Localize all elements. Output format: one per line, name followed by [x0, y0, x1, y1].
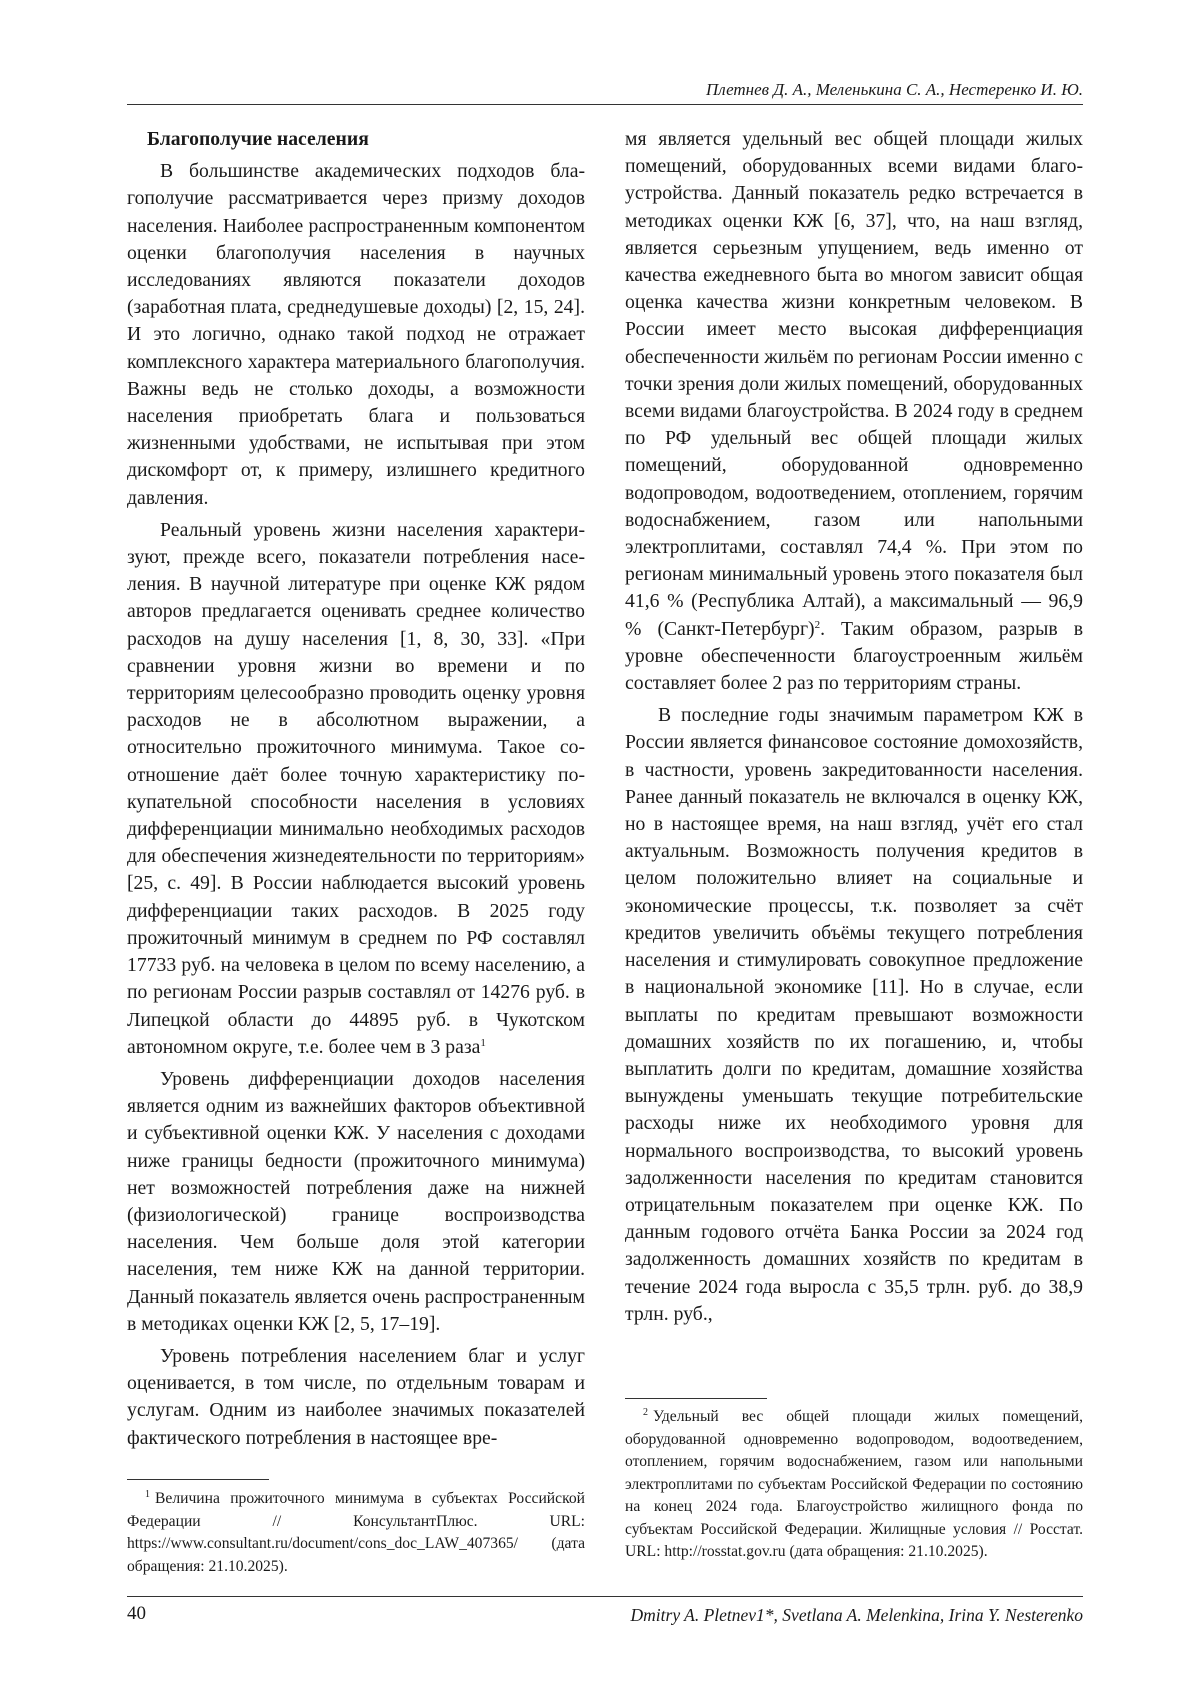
- paragraph-text: . Таким образом, разрыв в уровне обеспеченности благоустроенным жильём составляет более 2 раз по территориям страны.: [625, 617, 1083, 695]
- footnote-text: Удельный вес общей площади жилых помещений, оборудованной одновременно водопроводом, водоотведением, отоплением, горячим водоснабжением, газом или напольными электроплитами по субъектам Российской Федерации по состоянию на конец 2024 года. Благоустройство жилищного фонда по субъектам Российской Федерации. Жилищные условия // Росстат. URL: http://rosstat.gov.ru (дата обращения: 21.10.2025).: [625, 1408, 1083, 1560]
- footer-rule: [127, 1596, 1083, 1597]
- section-heading: Благополучие населения: [147, 128, 369, 150]
- paragraph-text: Уровень дифференциации доходов населения является одним из важнейших факторов объективной и субъективной оценки КЖ. У населения с доходами ниже границы бедности (прожиточного минимума) нет возможностей потребления даже на нижней (физиологической) границе воспроизводства населения. Чем больше доля этой категории населения, тем ниже КЖ на данной территории. Данный показатель является очень распространенным в методиках оценки КЖ [2, 5, 17–19].: [127, 1067, 585, 1335]
- footnote-2: [625, 1406, 1083, 1564]
- right-column: [625, 126, 1083, 1328]
- paragraph-text: В большинстве академических подходов благополучие рассматривается через призму доходов населения. Наиболее распространенным компонентом оценки благополучия населения в научных исследованиях являются показатели доходов (заработная плата, среднедушевые доходы) [2, 15, 24]. И это логично, однако такой подход не отражает комплексного характера материального благополучия. Важны ведь не столько доходы, а возможности населения приобретать блага и пользоваться жизненными удобствами, не испытывая при этом дискомфорт от, к примеру, излишнего кредитного давления.: [127, 160, 585, 509]
- footnote-number: 2: [643, 1407, 648, 1418]
- paragraph: [127, 158, 585, 512]
- paragraph-text: Уровень потребления населением благ и услуг оценивается, в том числе, по отдельным товарам и услугам. Одним из наиболее значимых показателей фактического потребления в настоящее вре-: [127, 1344, 585, 1449]
- paragraph-text: Реальный уровень жизни населения характеризуют, прежде всего, показатели потребления населения. В научной литературе при оценке КЖ рядом авторов предлагается оценивать среднее количество расходов на душу населения [1, 8, 30, 33]. «При сравнении уровня жизни во времени и по территориям целесообразно проводить оценку уровня расходов не в абсолютном выражении, а относительно прожиточного минимума. Такое соотношение даёт более точную характеристику покупательной способности населения в условиях дифференциации минимально необходимых расходов для обеспечения жизнедеятельности по территориям» [25, с. 49]. В России наблюдается высокий уровень дифференциации таких расходов. В 2025 году прожиточный минимум в среднем по РФ составлял 17733 руб. на человека в целом по всему населению, а по регионам России разрыв составлял от 14276 руб. в Липецкой области до 44895 руб. в Чукотском автономном округе, т.е. более чем в 3 раза: [127, 518, 585, 1058]
- footer-authors: Dmitry A. Pletnev1*, Svetlana A. Melenkina, Irina Y. Nesterenko: [630, 1605, 1083, 1625]
- paragraph-text: мя является удельный вес общей площади жилых помещений, оборудованных всеми видами благоустройства. Данный показатель редко встречается в методиках оценки КЖ [6, 37], что, на наш взгляд, является серьезным упущением, ведь именно от качества ежедневного быта во многом зависит общая оценка качества жизни конкретным человеком. В России имеет место высокая дифференциация обеспеченности жильём по регионам России именно с точки зрения доли жилых помещений, оборудованных всеми видами благоустройства. В 2024 году в среднем по РФ удельный вес общей площади жилых помещений, оборудованной одновременно водопроводом, водоотведением, отоплением, горячим водоснабжением, газом или напольными электроплитами, составлял 74,4 %. При этом по регионам минимальный уровень этого показателя был 41,6 % (Республика Алтай), а максимальный — 96,9 % (Санкт-Петербург): [625, 128, 1083, 640]
- footnote-text: Величина прожиточного минимума в субъектах Российской Федерации // КонсультантПлюс. URL: https://www.consultant.ru/document/cons_doc_LAW_407365/ (дата обращения: 21.10.2025).: [127, 1490, 585, 1575]
- paragraph: [625, 702, 1083, 1328]
- page-number: 40: [127, 1603, 146, 1624]
- paragraph: [127, 1066, 585, 1338]
- paragraph: [127, 517, 585, 1061]
- footnote-rule: [625, 1398, 767, 1399]
- footnote-1: [127, 1488, 585, 1578]
- footnote-rule: [127, 1479, 269, 1480]
- footnote-ref-1[interactable]: 1: [480, 1036, 486, 1049]
- footnote-number: 1: [145, 1489, 150, 1500]
- paragraph-text: В последние годы значимым параметром КЖ в России является финансовое состояние домохозяйств, в частности, уровень закредитованности населения. Ранее данный показатель не включался в оценку КЖ, но в настоящее время, на наш взгляд, учёт его стал актуальным. Возможность получения кредитов в целом положительно влияет на социальные и экономические процессы, т.к. позволяет за счёт кредитов увеличить объёмы текущего потребления населения и стимулировать совокупное предложение в национальной экономике [11]. Но в случае, если выплаты по кредитам превышают возможности домашних хозяйств по их погашению, и, чтобы выплатить долги по кредитам, домашние хозяйства вынуждены уменьшать текущие потребительские расходы ниже их необходимого уровня для нормального воспроизводства, то высокий уровень задолженности населения по кредитам становится отрицательным показателем при оценке КЖ. По данным годового отчёта Банка России за 2024 год задолженность домашних хозяйств по кредитам в течение 2024 года выросла с 35,5 трлн. руб. до 38,9 трлн. руб.,: [625, 704, 1083, 1325]
- header-rule: [127, 104, 1083, 105]
- left-column: [127, 126, 585, 1452]
- running-head-authors: Плетнев Д. А., Меленькина С. А., Нестеренко И. Ю.: [705, 80, 1083, 99]
- footnote-ref-2[interactable]: 2: [814, 618, 821, 631]
- paragraph: [127, 1343, 585, 1452]
- paragraph: [625, 126, 1083, 697]
